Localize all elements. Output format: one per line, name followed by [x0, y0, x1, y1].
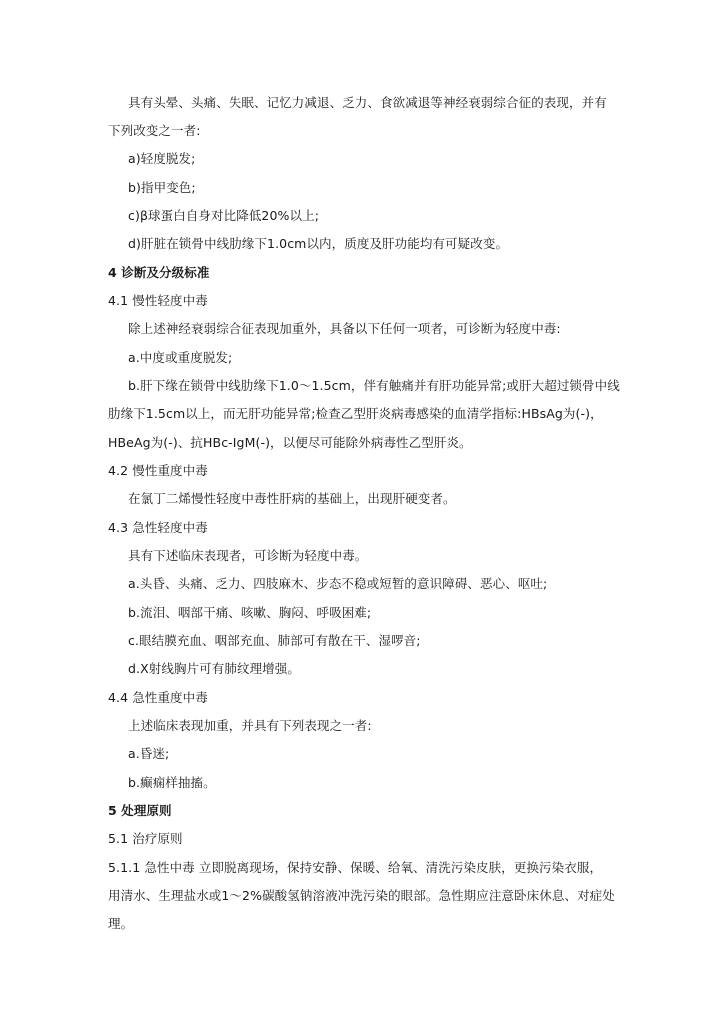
- paragraph-line: 肋缘下1.5cm以上，而无肝功能异常;检查乙型肝炎病毒感染的血清学指标:HBsAg为(-)，: [108, 406, 603, 421]
- list-item: d)肝脏在锁骨中线肋缘下1.0cm以内，质度及肝功能均有可疑改变。: [128, 236, 509, 251]
- list-item: a)轻度脱发;: [128, 151, 196, 166]
- list-item: b.流泪、咽部干痛、咳嗽、胸闷、呼吸困难;: [128, 605, 372, 620]
- subsection-heading: 4.2 慢性重度中毒: [108, 463, 208, 478]
- list-item: a.头昏、头痛、乏力、四肢麻木、步态不稳或短暂的意识障碍、恶心、呕吐;: [128, 576, 548, 591]
- list-item: a.中度或重度脱发;: [128, 350, 233, 365]
- subsection-heading: 4.1 慢性轻度中毒: [108, 293, 208, 308]
- list-item: d.X射线胸片可有肺纹理增强。: [128, 661, 300, 676]
- list-item: c.眼结膜充血、咽部充血、肺部可有散在干、湿啰音;: [128, 633, 421, 648]
- paragraph-line: 下列改变之一者:: [108, 123, 201, 138]
- paragraph-line: 在氯丁二烯慢性轻度中毒性肝病的基础上，出现肝硬变者。: [128, 491, 456, 506]
- subsection-heading: 4.3 急性轻度中毒: [108, 520, 208, 535]
- list-item: b)指甲变色;: [128, 180, 196, 195]
- section-heading: 5 处理原则: [108, 803, 172, 818]
- paragraph-line: 理。: [108, 916, 134, 931]
- paragraph-line: 5.1.1 急性中毒 立即脱离现场，保持安静、保暖、给氧、清洗污染皮肤，更换污染衣服，: [108, 860, 603, 875]
- paragraph-line: 具有下述临床表现者，可诊断为轻度中毒。: [128, 548, 368, 563]
- subsection-heading: 5.1 治疗原则: [108, 831, 183, 846]
- section-heading: 4 诊断及分级标准: [108, 265, 210, 280]
- list-item: b.癫痫样抽搐。: [128, 775, 216, 790]
- paragraph-line: HBeAg为(-)、抗HBc-IgM(-)，以便尽可能除外病毒性乙型肝炎。: [108, 435, 472, 450]
- paragraph-line: 除上述神经衰弱综合征表现加重外，具备以下任何一项者，可诊断为轻度中毒:: [128, 321, 561, 336]
- paragraph-line: 用清水、生理盐水或1～2%碳酸氢钠溶液冲洗污染的眼部。急性期应注意卧床休息、对症处: [108, 888, 615, 903]
- list-item: b.肝下缘在锁骨中线肋缘下1.0～1.5cm，伴有触痛并有肝功能异常;或肝大超过锁骨中线: [128, 378, 620, 393]
- paragraph-line: 具有头晕、头痛、失眠、记忆力减退、乏力、食欲减退等神经衰弱综合征的表现，并有: [128, 95, 607, 110]
- list-item: c)β球蛋白自身对比降低20%以上;: [128, 208, 320, 223]
- subsection-heading: 4.4 急性重度中毒: [108, 690, 208, 705]
- list-item: a.昏迷;: [128, 746, 170, 761]
- paragraph-line: 上述临床表现加重，并具有下列表现之一者:: [128, 718, 372, 733]
